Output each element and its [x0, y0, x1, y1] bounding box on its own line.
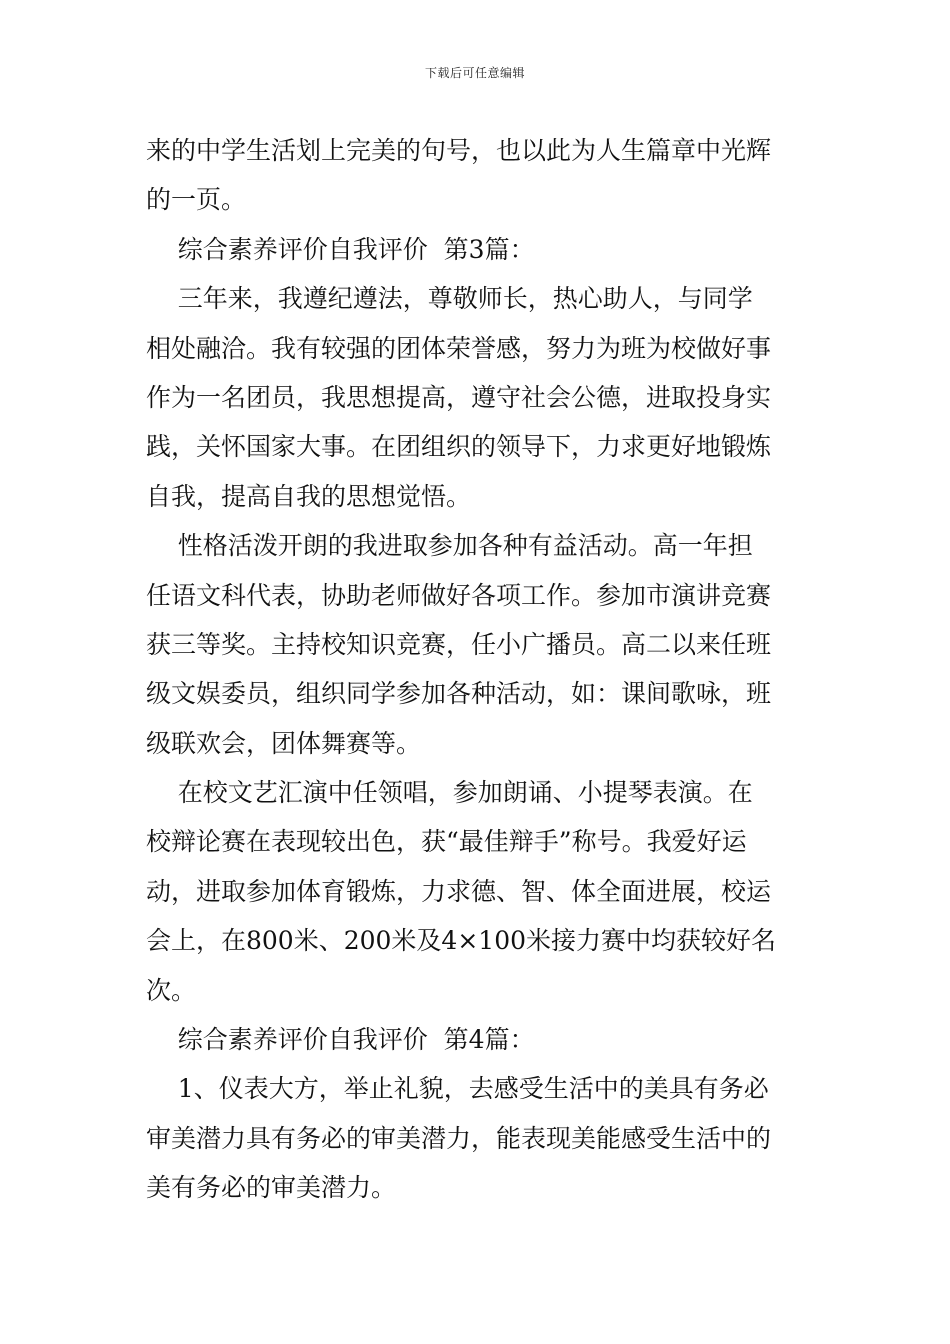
- text-line-12: 级文娱委员，组织同学参加各种活动，如：课间歌咏，班: [146, 679, 772, 709]
- text-line-4: 三年来，我遵纪遵法，尊敬师长，热心助人，与同学: [146, 284, 753, 314]
- text-line-6: 作为一名团员，我思想提高，遵守社会公德，进取投身实: [146, 382, 772, 412]
- section-heading-3: 综合素养评价自我评价 第3篇：: [146, 234, 535, 264]
- text-line-20: 1、仪表大方，举止礼貌，去感受生活中的美具有务必: [146, 1074, 769, 1104]
- section-heading-4: 综合素养评价自我评价 第4篇：: [146, 1025, 535, 1055]
- text-line-7: 践，关怀国家大事。在团组织的领导下，力求更好地锻炼: [146, 432, 772, 462]
- text-line-11: 获三等奖。主持校知识竞赛，任小广播员。高二以来任班: [146, 629, 772, 659]
- text-line-10: 任语文科代表，协助老师做好各项工作。参加市演讲竞赛: [146, 580, 772, 610]
- text-line-21: 审美潜力具有务必的审美潜力，能表现美能感受生活中的: [146, 1123, 772, 1153]
- text-line-17: 会上，在800米、200米及4×100米接力赛中均获较好名: [146, 926, 777, 956]
- text-line-9: 性格活泼开朗的我进取参加各种有益活动。高一年担: [146, 531, 753, 561]
- text-line-18: 次。: [146, 975, 197, 1005]
- text-line-15: 校辩论赛在表现较出色，获“最佳辩手”称号。我爱好运: [146, 827, 747, 857]
- page-header: 下载后可任意编辑: [424, 66, 525, 80]
- text-line-13: 级联欢会，团体舞赛等。: [146, 728, 422, 758]
- text-line-2: 的一页。: [146, 185, 247, 215]
- text-line-22: 美有务必的审美潜力。: [146, 1173, 397, 1203]
- text-line-14: 在校文艺汇演中任领唱，参加朗诵、小提琴表演。在: [146, 778, 753, 808]
- text-line-1: 来的中学生活划上完美的句号，也以此为人生篇章中光辉: [146, 136, 772, 165]
- document-body: [146, 126, 810, 1213]
- text-line-8: 自我，提高自我的思想觉悟。: [146, 481, 472, 511]
- text-line-5: 相处融洽。我有较强的团体荣誉感，努力为班为校做好事: [146, 333, 772, 363]
- text-line-16: 动，进取参加体育锻炼，力求德、智、体全面进展，校运: [146, 876, 772, 906]
